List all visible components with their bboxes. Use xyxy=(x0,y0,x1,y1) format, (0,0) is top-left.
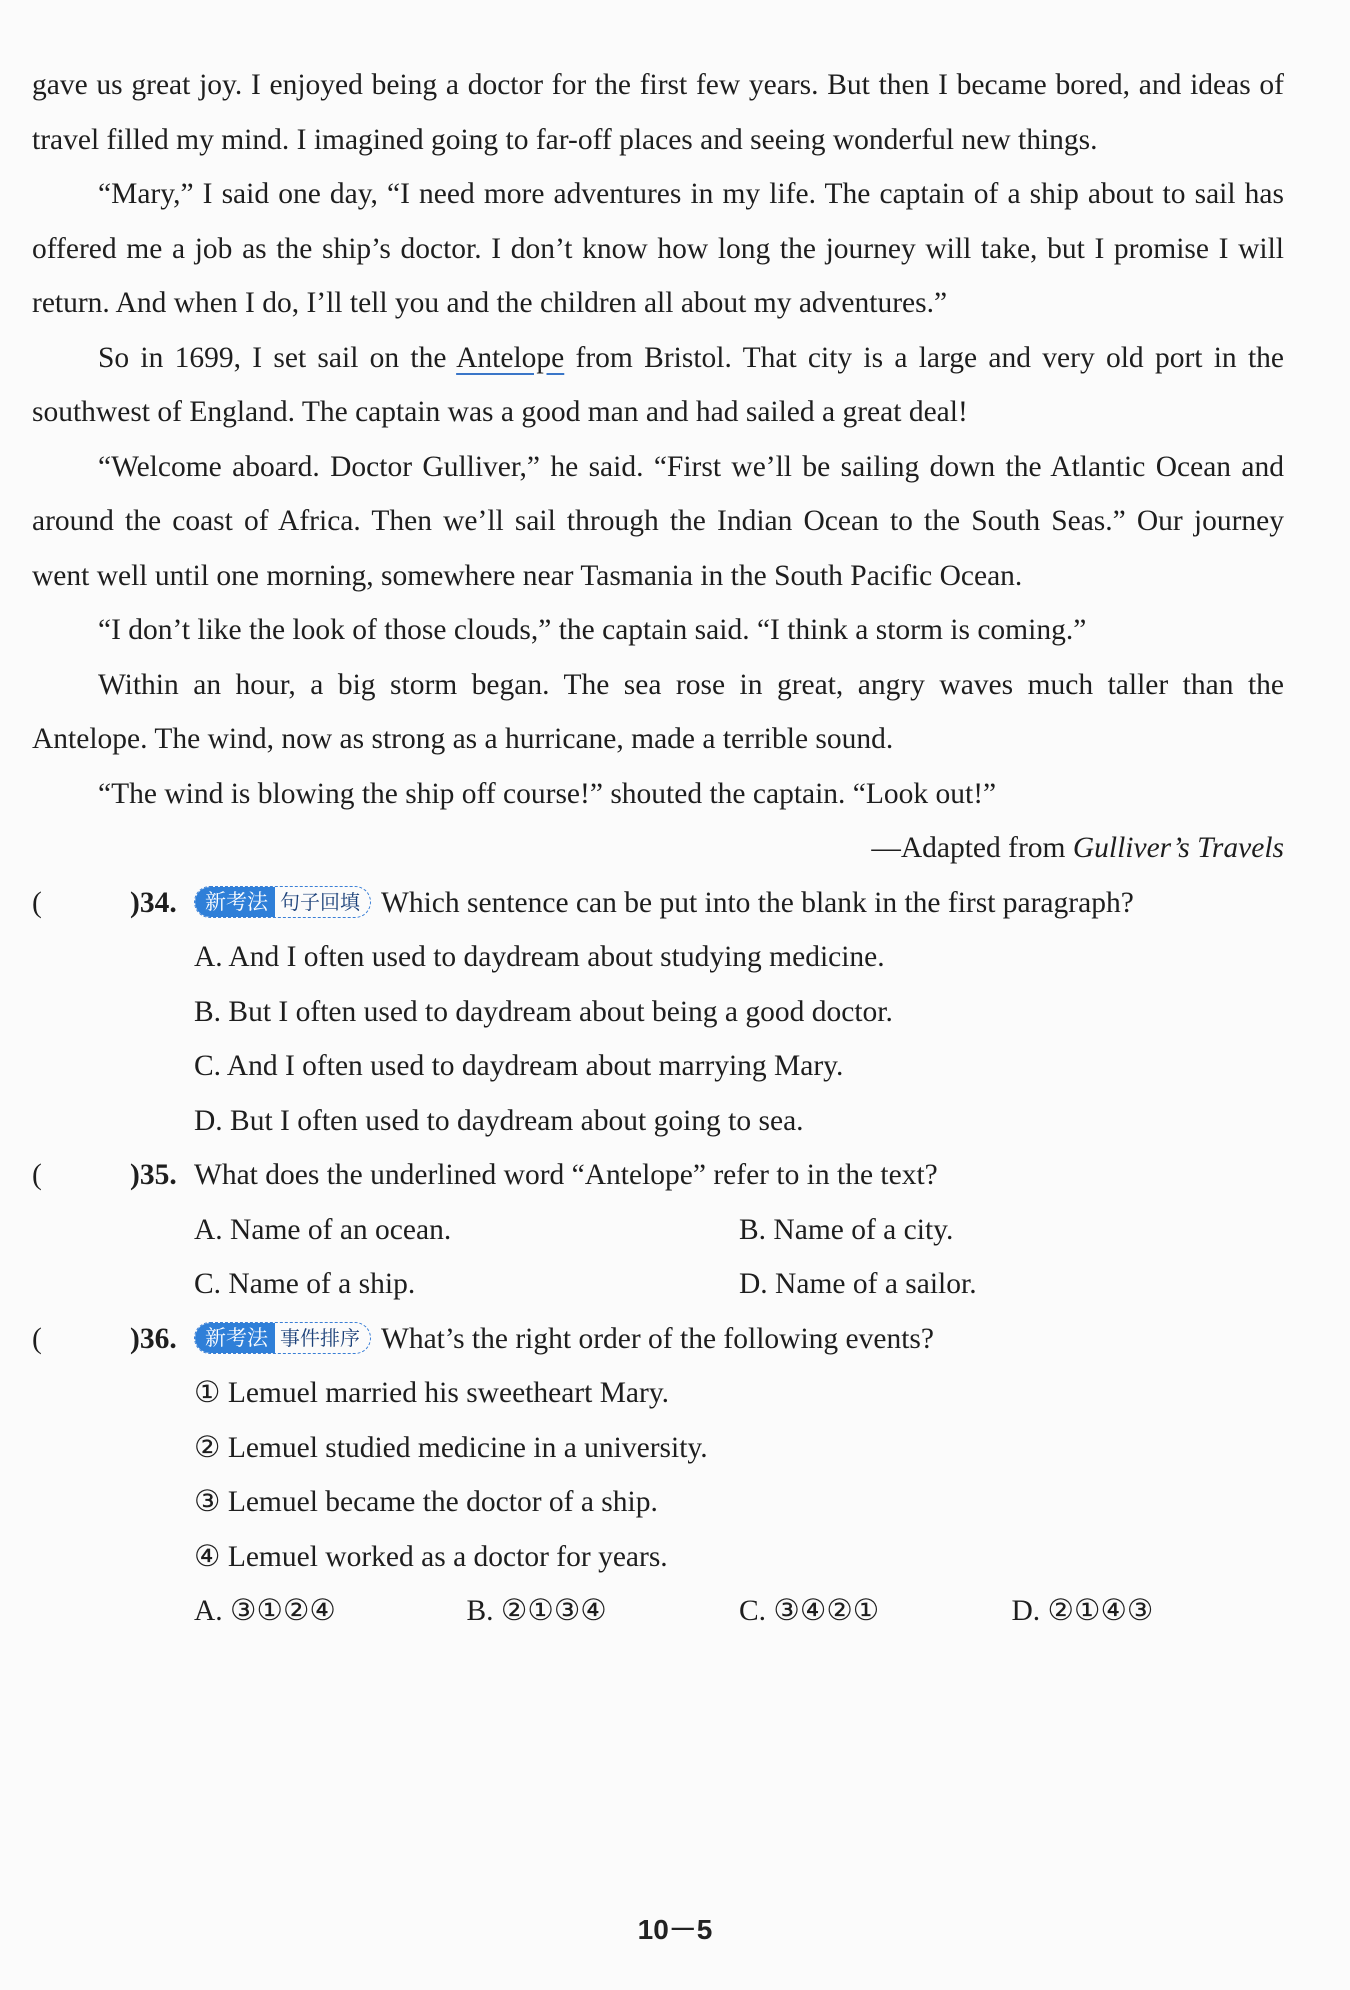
option-36-a[interactable]: A. ③①②④ xyxy=(194,1595,336,1627)
badge-sub-label: 事件排序 xyxy=(280,1325,360,1350)
option-35-a[interactable]: A. Name of an ocean. xyxy=(194,1213,452,1246)
question-number-35: )35. xyxy=(130,1159,177,1191)
option-36-b[interactable]: B. ②①③④ xyxy=(466,1595,607,1627)
question-number-36: )36. xyxy=(130,1322,177,1355)
question-35-stem-row xyxy=(32,1148,1284,1203)
answer-bracket-35[interactable]: ( xyxy=(32,1159,42,1191)
source-attribution xyxy=(32,821,1284,876)
page-number: 10－5 xyxy=(637,1914,713,1945)
option-35-b[interactable]: B. Name of a city. xyxy=(739,1213,954,1246)
option-35-c[interactable]: C. Name of a ship. xyxy=(194,1268,416,1300)
options-row xyxy=(32,1203,1284,1258)
question-35 xyxy=(32,1148,1284,1312)
question-type-badge xyxy=(194,886,371,918)
paragraph-3-end: from Bristol. That city is a large and very old port in the southwest of England. The captain was a good man and had sailed a great deal! xyxy=(32,341,1284,428)
attribution-prefix: —Adapted from xyxy=(871,832,1073,864)
reading-passage xyxy=(32,58,1284,1639)
badge-main-label: 新考法 xyxy=(195,1323,275,1353)
badge-main-label: 新考法 xyxy=(195,887,275,917)
paragraph-7: “The wind is blowing the ship off course!” shouted the captain. “Look out!” xyxy=(98,777,997,810)
event-2: ② Lemuel studied medicine in a university. xyxy=(194,1431,708,1464)
option-35-d[interactable]: D. Name of a sailor. xyxy=(739,1268,977,1300)
paragraph-3 xyxy=(32,331,1284,440)
option-34-d[interactable]: D. But I often used to daydream about going to sea. xyxy=(194,1104,804,1137)
underlined-word-antelope: Antelope xyxy=(456,341,565,374)
answer-bracket-34[interactable]: ( xyxy=(32,886,42,919)
question-34 xyxy=(32,876,1284,1149)
question-34-stem: Which sentence can be put into the blank in the first paragraph? xyxy=(381,886,1134,919)
option-34-b[interactable]: B. But I often used to daydream about being a good doctor. xyxy=(194,995,893,1028)
question-type-badge xyxy=(194,1322,371,1354)
event-1: ① Lemuel married his sweetheart Mary. xyxy=(194,1377,670,1409)
option-36-c[interactable]: C. ③④②① xyxy=(739,1595,880,1627)
question-34-stem-row xyxy=(32,876,1284,931)
badge-sub-label: 句子回填 xyxy=(280,889,360,914)
question-36 xyxy=(32,1312,1284,1639)
event-4: ④ Lemuel worked as a doctor for years. xyxy=(194,1540,668,1573)
event-3: ③ Lemuel became the doctor of a ship. xyxy=(194,1486,658,1518)
option-36-d[interactable]: D. ②①④③ xyxy=(1011,1595,1154,1627)
question-36-stem: What’s the right order of the following events? xyxy=(381,1322,934,1355)
question-35-stem: What does the underlined word “Antelope” refer to in the text? xyxy=(194,1159,938,1191)
paragraph-3-start: So in 1699, I set sail on the xyxy=(98,341,457,374)
paragraph-2: “Mary,” I said one day, “I need more adventures in my life. The captain of a ship about to sail has offered me a job as the ship’s doctor. I don’t know how long the journey will take, but I promise I will return. And when I do, I’ll tell you and the children all about my adventures.” xyxy=(32,178,1284,319)
option-34-a[interactable]: A. And I often used to daydream about studying medicine. xyxy=(194,941,885,973)
paragraph-1: gave us great joy. I enjoyed being a doctor for the first few years. But then I became bored, and ideas of travel filled my mind. I imagined going to far-off places and seeing wonderful new things. xyxy=(32,69,1284,156)
question-36-stem-row xyxy=(32,1312,1284,1367)
options-row xyxy=(32,1257,1284,1312)
paragraph-5: “I don’t like the look of those clouds,” the captain said. “I think a storm is coming.” xyxy=(98,614,1087,646)
option-34-c[interactable]: C. And I often used to daydream about marrying Mary. xyxy=(194,1050,844,1082)
paragraph-6: Within an hour, a big storm began. The sea rose in great, angry waves much taller than the Antelope. The wind, now as strong as a hurricane, made a terrible sound. xyxy=(32,668,1284,755)
attribution-title: Gulliver’s Travels xyxy=(1072,832,1284,864)
options-row xyxy=(32,1584,1284,1639)
question-number-34: )34. xyxy=(130,886,177,919)
paragraph-4: “Welcome aboard. Doctor Gulliver,” he said. “First we’ll be sailing down the Atlantic Ocean and around the coast of Africa. Then we’ll sail through the Indian Ocean to the South Seas.” Our journey went well until one morning, somewhere near Tasmania in the South Pacific Ocean. xyxy=(32,450,1284,592)
answer-bracket-36[interactable]: ( xyxy=(32,1322,42,1355)
